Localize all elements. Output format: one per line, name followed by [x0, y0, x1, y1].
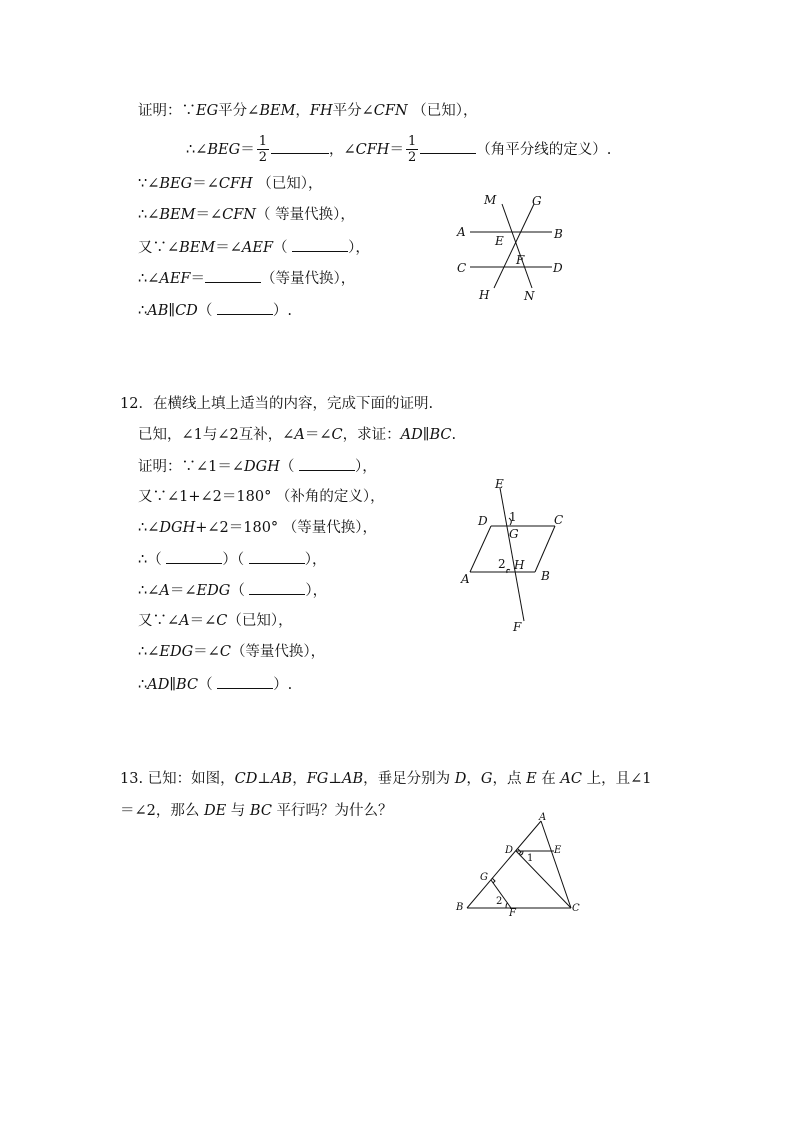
label-2: 2: [496, 896, 503, 907]
answer-blank[interactable]: [249, 549, 305, 564]
label-f: F: [513, 620, 522, 634]
label-d: D: [478, 514, 488, 528]
prev-proof-line-7: ∴AB∥CD（ ）.: [138, 300, 292, 321]
label-c: C: [457, 261, 467, 275]
answer-blank[interactable]: [166, 549, 222, 564]
label-m: M: [484, 193, 497, 207]
label-a: A: [457, 225, 466, 239]
label-a: A: [461, 572, 470, 586]
edge-ad: [470, 526, 491, 572]
q12-proof-5: ∴∠A＝∠EDG（ ），: [138, 580, 327, 601]
label-e: E: [495, 477, 504, 491]
prev-proof-line-6: ∴∠AEF＝ （等量代换），: [138, 268, 355, 289]
q13-line-2: ＝∠2，那么 DE 与 BC 平行吗？为什么？: [120, 803, 393, 819]
edge-bc: [535, 526, 555, 572]
prev-proof-line-2: ∴∠BEG＝ $\frac{1}{2}$ ，∠CFH＝ $\frac{1}{2}$ （角平分线的定义）.: [186, 134, 612, 165]
label-b: B: [456, 902, 464, 913]
label-g: G: [480, 872, 488, 883]
line-ef: [500, 488, 524, 621]
answer-blank[interactable]: [217, 300, 273, 315]
segment-cd: [516, 851, 571, 908]
figure-parallelogram: [455, 475, 575, 635]
answer-blank[interactable]: [420, 139, 476, 154]
label-b: B: [541, 569, 550, 583]
label-f: F: [516, 253, 525, 267]
q12-given: 已知，∠1与∠2互补，∠A＝∠C，求证：AD∥BC.: [138, 427, 457, 443]
q12-proof-6: 又∵∠A＝∠C（已知），: [138, 613, 293, 629]
q12-proof-1: 证明：∵∠1＝∠DGH（ ），: [138, 456, 377, 477]
label-f: F: [509, 908, 516, 919]
label-b: B: [554, 227, 563, 241]
q12-proof-4: ∴（ ）（ ），: [138, 549, 326, 570]
prev-proof-line-4: ∴∠BEM＝∠CFN（ 等量代换），: [138, 207, 355, 223]
figure-parallel-lines: [450, 190, 580, 305]
q12-proof-8: ∴AD∥BC（ ）.: [138, 674, 292, 695]
label-1: 1: [527, 853, 534, 864]
q12-title: 12．在横线上填上适当的内容，完成下面的证明.: [120, 396, 434, 412]
edge-ac: [541, 821, 571, 908]
prev-proof-line-1: 证明：∵EG平分∠BEM，FH平分∠CFN （已知），: [138, 103, 478, 119]
label-g: G: [532, 194, 542, 208]
label-2: 2: [498, 557, 506, 571]
label-1: 1: [509, 510, 517, 524]
label-h: H: [479, 288, 490, 302]
q12-proof-7: ∴∠EDG＝∠C（等量代换），: [138, 644, 326, 660]
label-d: D: [505, 845, 514, 856]
figure-triangle: [453, 812, 588, 922]
label-d: D: [553, 261, 563, 275]
prev-proof-line-3: ∵∠BEG＝∠CFH （已知），: [138, 176, 323, 192]
label-e: E: [554, 845, 562, 856]
q12-proof-3: ∴∠DGH+∠2＝180° （等量代换），: [138, 520, 378, 536]
label-e: E: [495, 234, 504, 248]
answer-blank[interactable]: [292, 237, 348, 252]
label-h: H: [514, 558, 525, 572]
q12-proof-2: 又∵∠1+∠2＝180° （补角的定义），: [138, 489, 385, 505]
label-g: G: [509, 527, 519, 541]
q13-line-1: 13. 已知：如图，CD⊥AB，FG⊥AB，垂足分别为 D，G，点 E 在 AC 上，且∠1: [120, 771, 652, 787]
answer-blank[interactable]: [217, 674, 273, 689]
answer-blank[interactable]: [299, 456, 355, 471]
answer-blank[interactable]: [271, 139, 329, 154]
label-a: A: [539, 812, 547, 823]
answer-blank[interactable]: [249, 580, 305, 595]
label-n: N: [524, 289, 535, 303]
answer-blank[interactable]: [205, 268, 261, 283]
prev-proof-line-5: 又∵∠BEM＝∠AEF（ ），: [138, 237, 370, 258]
label-c: C: [572, 903, 580, 914]
fraction-half-1: $\frac{1}{2}$: [258, 134, 267, 165]
edge-ab: [467, 821, 541, 908]
fraction-half-2: $\frac{1}{2}$: [407, 134, 417, 165]
label-c: C: [554, 513, 564, 527]
